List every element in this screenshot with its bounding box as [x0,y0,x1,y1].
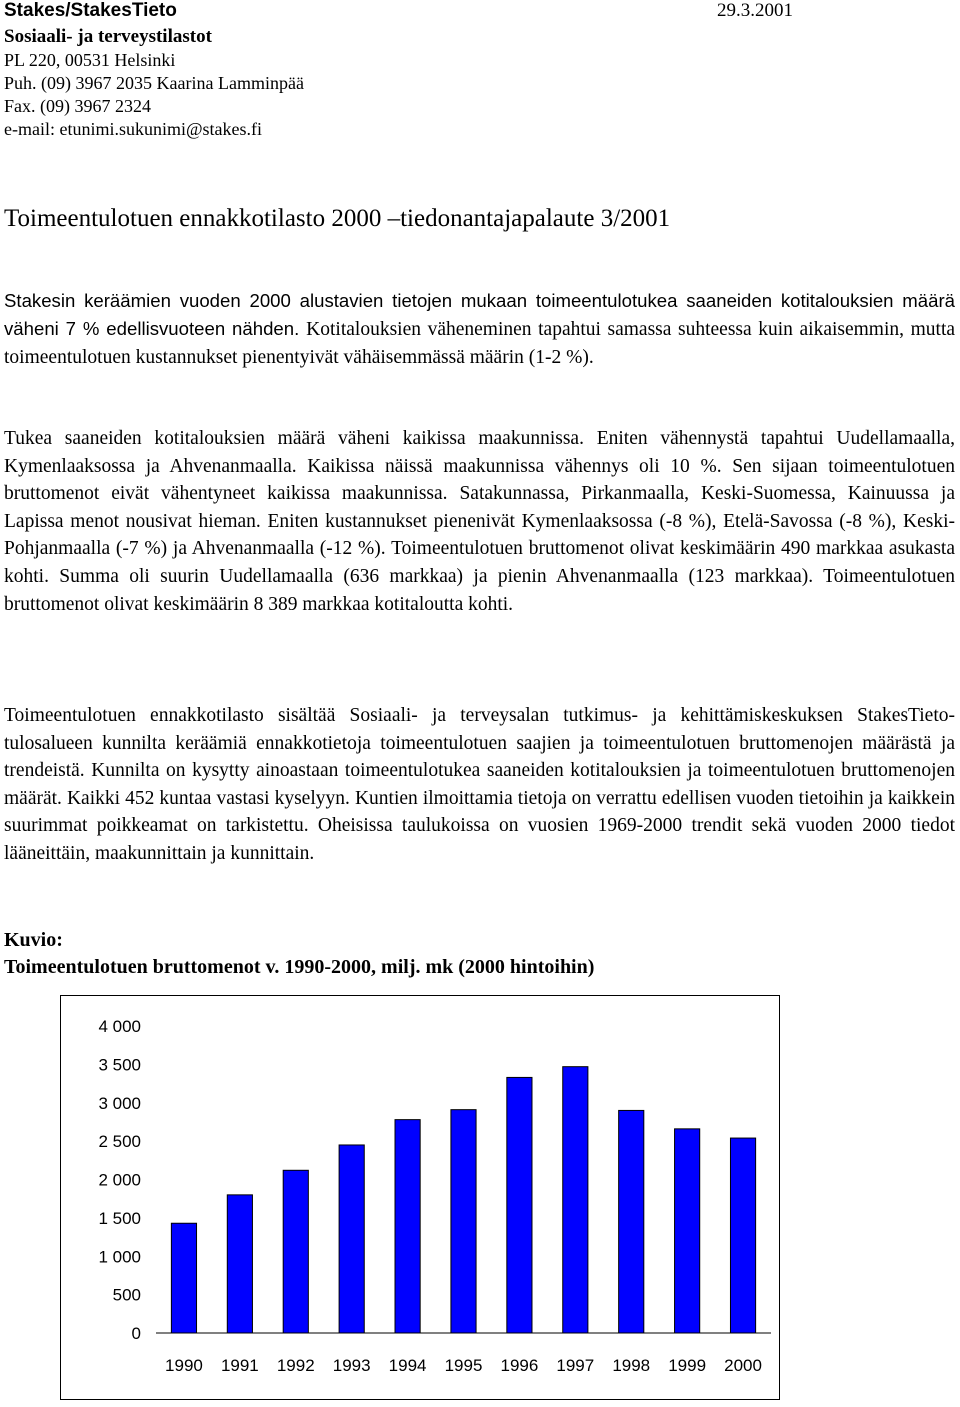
unit-name: Sosiaali- ja terveystilastot [4,26,212,47]
x-tick-label: 1994 [388,1356,427,1375]
y-tick-label: 2 000 [98,1170,141,1190]
email: e-mail: etunimi.sukunimi@stakes.fi [4,119,263,139]
bar-1998 [619,1110,644,1333]
y-tick-label: 1 000 [98,1247,141,1267]
bar-1993 [339,1145,364,1333]
figure-caption: Toimeentulotuen bruttomenot v. 1990-2000, milj. mk (2000 hintoihin) [4,956,595,978]
x-tick-label: 1997 [556,1356,595,1375]
x-tick-labels [165,1356,762,1375]
paragraph-1-part-b: Kotitalouksien väheneminen tapahtui samassa suhteessa kuin aikaisemmin, mutta toimeentulotuen kustannukset pienentyivät vähäisemmässä määrin (1-2 %). [4,318,956,369]
y-tick-label: 500 [112,1285,141,1305]
document-title: Toimeentulotuen ennakkotilasto 2000 –tiedonantajapalaute 3/2001 [4,205,671,232]
x-tick-label: 2000 [724,1356,762,1375]
bar-1997 [563,1067,588,1333]
x-tick-label: 1999 [668,1356,707,1375]
bar-1994 [395,1120,420,1333]
fax: Fax. (09) 3967 2324 [4,96,151,116]
y-tick-label: 3 000 [98,1093,141,1113]
x-tick-label: 1998 [612,1356,651,1375]
paragraph-3: Toimeentulotuen ennakkotilasto sisältää Sosiaali- ja terveysalan tutkimus- ja kehittämiskeskuksen StakesTieto-tulosalueen kunnilta keräämiä ennakkotietoja toimeentulotuen saajien ja toimeentulotuen bruttomenojen määrästä ja trendeistä. Kunnilta on kysytty ainoastaan toimeentulotukea saaneiden kotitalouksien ja toimeentulotuen bruttomenojen määrät. Kaikki 452 kuntaa vastasi kyselyyn. Kuntien ilmoittamia tietoja on verrattu edellisen vuoden tietoihin ja kaikkein suurimmat poikkeamat on tarkistettu. Oheisissa taulukoissa on vuosien 1969-2000 trendit sekä vuoden 2000 tiedot lääneittäin, maakunnittain ja kunnittain. [4,705,955,864]
x-tick-label: 1992 [276,1356,315,1375]
x-tick-label: 1990 [165,1356,203,1375]
y-tick-label: 3 500 [98,1055,141,1075]
bar-chart [60,995,780,1400]
bar-1991 [227,1195,252,1333]
org-name: Stakes/StakesTieto [4,0,177,21]
y-tick-label: 0 [131,1324,141,1343]
y-tick-labels [98,1017,141,1343]
bar-1999 [675,1129,700,1333]
x-tick-label: 1996 [500,1356,539,1375]
paragraph-2: Tukea saaneiden kotitalouksien määrä väheni kaikissa maakunnissa. Eniten vähennystä tapahtui Uudellamaalla, Kymenlaaksossa ja Ahvenanmaalla. Kaikissa näissä maakunnissa vähennys oli 10 %. Sen sijaan toimeentulotuen bruttomenot eivät vähentyneet kaikissa maakunnissa. Satakunnassa, Pirkanmaalla, Keski-Suomessa, Kainuussa ja Lapissa menot nousivat hieman. Eniten kustannukset pienenivät Kymenlaaksossa (-8 %), Etelä-Savossa (-8 %), Keski-Pohjanmaalla (-7 %) ja Ahvenanmaalla (-12 %). Toimeentulotuen bruttomenot olivat keskimäärin 490 markkaa asukasta kohti. Summa oli suurin Uudellamaalla (636 markkaa) ja pienin Ahvenanmaalla (123 markkaa). Toimeentulotuen bruttomenot olivat keskimäärin 8 389 markkaa kotitaloutta kohti. [4,428,955,615]
y-tick-label: 2 500 [98,1132,141,1152]
y-tick-label: 4 000 [98,1017,141,1036]
x-tick-label: 1993 [332,1356,371,1375]
chart-svg [61,996,781,1401]
y-tick-label: 1 500 [98,1208,141,1228]
bar-1992 [283,1170,308,1333]
paragraph-1 [4,287,955,372]
document-date: 29.3.2001 [717,0,793,21]
x-tick-label: 1995 [444,1356,483,1375]
bar-2000 [730,1138,755,1333]
bar-1996 [507,1077,532,1333]
bar-1995 [451,1110,476,1333]
bars [171,1067,755,1333]
paragraph-1-part-a: Stakesin keräämien vuoden 2000 alustavien tietojen mukaan toimeentulotukea saaneiden kotitalouksien määrä väheni 7 % edellisvuoteen nähden. [4,290,955,339]
figure-label: Kuvio: [4,929,63,951]
address: PL 220, 00531 Helsinki [4,50,176,70]
bar-1990 [171,1223,196,1333]
phone: Puh. (09) 3967 2035 Kaarina Lamminpää [4,73,304,93]
x-tick-label: 1991 [220,1356,259,1375]
